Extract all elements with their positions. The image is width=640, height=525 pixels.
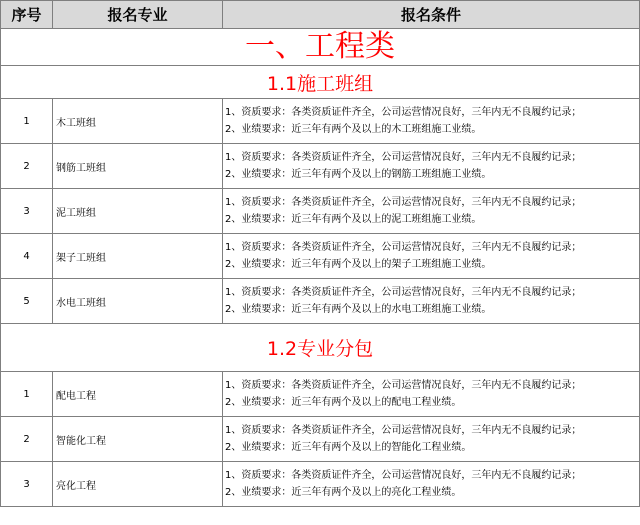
performance-requirement: 2、业绩要求：近三年有两个及以上的智能化工程业绩。 bbox=[225, 442, 472, 453]
performance-requirement: 2、业绩要求：近三年有两个及以上的亮化工程业绩。 bbox=[225, 487, 462, 498]
qualification-requirement: 1、资质要求：各类资质证件齐全，公司运营情况良好，三年内无不良履约记录； bbox=[225, 197, 582, 208]
section-title: 1.1施工班组 bbox=[1, 66, 640, 99]
seq-cell: 1 bbox=[1, 99, 53, 144]
qualification-requirement: 1、资质要求：各类资质证件齐全，公司运营情况良好，三年内无不良履约记录； bbox=[225, 380, 582, 391]
qualification-requirement: 1、资质要求：各类资质证件齐全，公司运营情况良好，三年内无不良履约记录； bbox=[225, 470, 582, 481]
seq-cell: 3 bbox=[1, 462, 53, 507]
major-cell: 水电工班组 bbox=[53, 279, 223, 324]
header-conditions: 报名条件 bbox=[223, 1, 640, 29]
conditions-cell bbox=[223, 462, 640, 507]
table-row bbox=[1, 144, 640, 189]
header-row bbox=[1, 1, 640, 29]
seq-cell: 4 bbox=[1, 234, 53, 279]
performance-requirement: 2、业绩要求：近三年有两个及以上的木工班组施工业绩。 bbox=[225, 124, 482, 135]
qualification-requirement: 1、资质要求：各类资质证件齐全，公司运营情况良好，三年内无不良履约记录； bbox=[225, 152, 582, 163]
conditions-cell bbox=[223, 234, 640, 279]
seq-cell: 3 bbox=[1, 189, 53, 234]
major-cell: 架子工班组 bbox=[53, 234, 223, 279]
performance-requirement: 2、业绩要求：近三年有两个及以上的泥工班组施工业绩。 bbox=[225, 214, 482, 225]
performance-requirement: 2、业绩要求：近三年有两个及以上的钢筋工班组施工业绩。 bbox=[225, 169, 492, 180]
performance-requirement: 2、业绩要求：近三年有两个及以上的架子工班组施工业绩。 bbox=[225, 259, 492, 270]
performance-requirement: 2、业绩要求：近三年有两个及以上的水电工班组施工业绩。 bbox=[225, 304, 492, 315]
qualification-requirement: 1、资质要求：各类资质证件齐全，公司运营情况良好，三年内无不良履约记录； bbox=[225, 242, 582, 253]
section-row bbox=[1, 324, 640, 372]
section-title: 1.2专业分包 bbox=[1, 324, 640, 372]
table-row bbox=[1, 417, 640, 462]
qualification-requirement: 1、资质要求：各类资质证件齐全，公司运营情况良好，三年内无不良履约记录； bbox=[225, 107, 582, 118]
table-row bbox=[1, 372, 640, 417]
seq-cell: 5 bbox=[1, 279, 53, 324]
category-title: 一、工程类 bbox=[1, 29, 640, 66]
table-row bbox=[1, 234, 640, 279]
seq-cell: 2 bbox=[1, 417, 53, 462]
major-cell: 木工班组 bbox=[53, 99, 223, 144]
table-row bbox=[1, 189, 640, 234]
major-cell: 智能化工程 bbox=[53, 417, 223, 462]
major-cell: 亮化工程 bbox=[53, 462, 223, 507]
conditions-cell bbox=[223, 417, 640, 462]
conditions-cell bbox=[223, 99, 640, 144]
major-cell: 钢筋工班组 bbox=[53, 144, 223, 189]
table-row bbox=[1, 279, 640, 324]
header-major: 报名专业 bbox=[53, 1, 223, 29]
conditions-cell bbox=[223, 279, 640, 324]
seq-cell: 2 bbox=[1, 144, 53, 189]
qualification-requirement: 1、资质要求：各类资质证件齐全，公司运营情况良好，三年内无不良履约记录； bbox=[225, 287, 582, 298]
section-row bbox=[1, 66, 640, 99]
conditions-cell bbox=[223, 189, 640, 234]
seq-cell: 1 bbox=[1, 372, 53, 417]
major-cell: 配电工程 bbox=[53, 372, 223, 417]
category-row bbox=[1, 29, 640, 66]
table-row bbox=[1, 462, 640, 507]
major-cell: 泥工班组 bbox=[53, 189, 223, 234]
qualification-requirement: 1、资质要求：各类资质证件齐全，公司运营情况良好，三年内无不良履约记录； bbox=[225, 425, 582, 436]
conditions-cell bbox=[223, 372, 640, 417]
table-row bbox=[1, 99, 640, 144]
performance-requirement: 2、业绩要求：近三年有两个及以上的配电工程业绩。 bbox=[225, 397, 462, 408]
conditions-cell bbox=[223, 144, 640, 189]
header-seq: 序号 bbox=[1, 1, 53, 29]
